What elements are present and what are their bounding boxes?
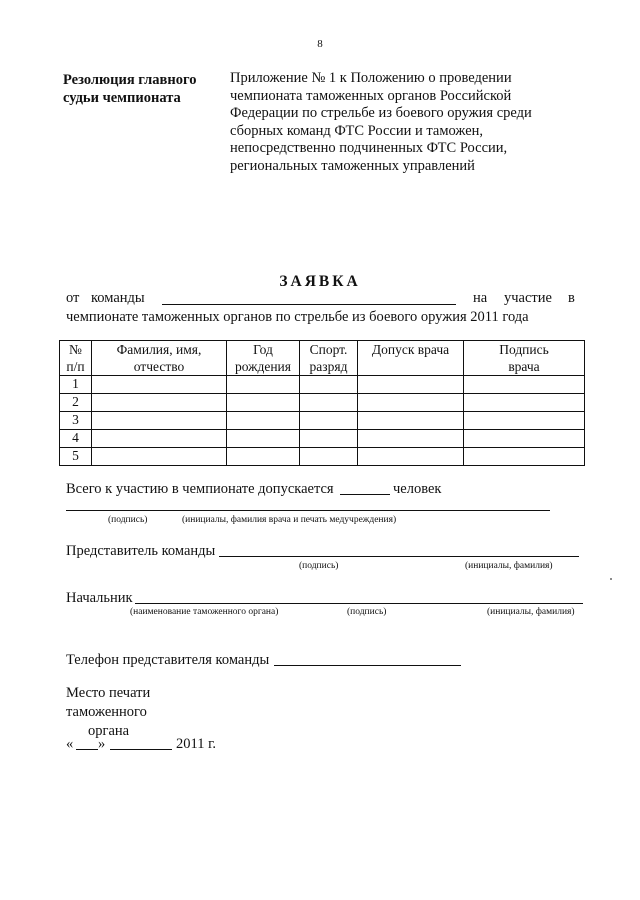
representative-field[interactable] <box>219 556 579 557</box>
page-number: 8 <box>317 38 323 50</box>
date-year: 2011 г. <box>176 736 217 752</box>
participation-word: в <box>568 290 575 306</box>
doctor-admission-cell[interactable] <box>358 376 464 394</box>
row-number: 1 <box>60 376 92 394</box>
phone-label: Телефон представителя команды <box>66 652 270 668</box>
appendix-line: региональных таможенных управлений <box>230 157 475 174</box>
date-month-field[interactable] <box>110 749 172 750</box>
sport-rank-cell[interactable] <box>300 448 358 466</box>
name-cell[interactable] <box>92 412 227 430</box>
participants-table <box>59 340 585 466</box>
caption-name: (инициалы, фамилия) <box>487 607 575 617</box>
caption-signature: (подпись) <box>299 561 339 571</box>
doctor-signature-cell[interactable] <box>464 394 585 412</box>
birth-year-cell[interactable] <box>227 412 300 430</box>
team-line <box>66 290 578 310</box>
appendix-line: непосредственно подчиненных ФТС России, <box>230 140 508 156</box>
doctor-admission-cell[interactable] <box>358 394 464 412</box>
team-word: команды <box>91 290 145 306</box>
caption-signature: (подпись) <box>347 607 387 617</box>
representative-label: Представитель команды <box>66 543 216 559</box>
form-subtitle: чемпионате таможенных органов по стрельбе из боевого оружия 2011 года <box>66 309 529 325</box>
sport-rank-cell[interactable] <box>300 412 358 430</box>
table-row <box>60 412 585 430</box>
column-header-birth-year: Год рождения <box>227 341 300 376</box>
date-open-quote: « <box>66 736 74 752</box>
table-row <box>60 376 585 394</box>
caption-signature: (подпись) <box>108 515 148 525</box>
birth-year-cell[interactable] <box>227 430 300 448</box>
table-row <box>60 448 585 466</box>
column-header-sport-rank: Спорт. разряд <box>300 341 358 376</box>
chief-field[interactable] <box>135 603 583 604</box>
name-cell[interactable] <box>92 394 227 412</box>
doctor-admission-cell[interactable] <box>358 430 464 448</box>
column-header-number: № п/п <box>60 341 92 376</box>
table-row <box>60 394 585 412</box>
doctor-signature-cell[interactable] <box>464 376 585 394</box>
form-title: ЗАЯВКА <box>279 273 361 290</box>
stamp-line: таможенного <box>66 704 147 720</box>
appendix-line: сборных команд ФТС России и таможен, <box>230 122 484 139</box>
doctor-signature-cell[interactable] <box>464 430 585 448</box>
admitted-label: Всего к участию в чемпионате допускается <box>66 481 334 497</box>
participation-word: участие <box>504 290 552 306</box>
doctor-signature-line[interactable] <box>66 510 550 511</box>
appendix-line: Приложение № 1 к Положению о проведении <box>230 70 512 86</box>
doctor-signature-cell[interactable] <box>464 448 585 466</box>
sport-rank-cell[interactable] <box>300 394 358 412</box>
sport-rank-cell[interactable] <box>300 376 358 394</box>
caption-org: (наименование таможенного органа) <box>130 607 279 617</box>
phone-field[interactable] <box>274 665 461 666</box>
row-number: 3 <box>60 412 92 430</box>
name-cell[interactable] <box>92 430 227 448</box>
doctor-signature-cell[interactable] <box>464 412 585 430</box>
participation-word: на <box>473 290 488 306</box>
stamp-place <box>66 684 150 741</box>
column-header-doctor-admission: Допуск врача <box>358 341 464 376</box>
resolution-line: судьи чемпионата <box>63 90 181 106</box>
admitted-suffix: человек <box>393 481 442 497</box>
doctor-admission-cell[interactable] <box>358 412 464 430</box>
name-cell[interactable] <box>92 448 227 466</box>
caption-name: (инициалы, фамилия) <box>465 561 553 571</box>
caption-doctor: (инициалы, фамилия врача и печать медучреждения) <box>182 515 397 525</box>
table-header-row <box>60 341 585 376</box>
birth-year-cell[interactable] <box>227 448 300 466</box>
resolution-line: Резолюция главного <box>63 72 197 88</box>
birth-year-cell[interactable] <box>227 376 300 394</box>
row-number: 2 <box>60 394 92 412</box>
stamp-line: Место печати <box>66 685 151 701</box>
date-day-field[interactable] <box>76 749 98 750</box>
resolution-block <box>63 71 223 107</box>
doctor-admission-cell[interactable] <box>358 448 464 466</box>
appendix-line: чемпионата таможенных органов Российской <box>230 87 512 104</box>
column-header-name: Фамилия, имя, отчество <box>92 341 227 376</box>
from-word: от <box>66 290 80 306</box>
date-close-quote: » <box>98 736 106 752</box>
birth-year-cell[interactable] <box>227 394 300 412</box>
admitted-count-field[interactable] <box>340 494 390 495</box>
name-cell[interactable] <box>92 376 227 394</box>
scan-speck <box>610 578 612 580</box>
appendix-block <box>230 70 560 175</box>
row-number: 4 <box>60 430 92 448</box>
team-name-field[interactable] <box>162 304 456 305</box>
appendix-line: Федерации по стрельбе из боевого оружия среди <box>230 105 532 121</box>
stamp-line: органа <box>88 723 130 739</box>
chief-label: Начальник <box>66 590 133 606</box>
column-header-doctor-signature: Подпись врача <box>464 341 585 376</box>
table-row <box>60 430 585 448</box>
sport-rank-cell[interactable] <box>300 430 358 448</box>
row-number: 5 <box>60 448 92 466</box>
